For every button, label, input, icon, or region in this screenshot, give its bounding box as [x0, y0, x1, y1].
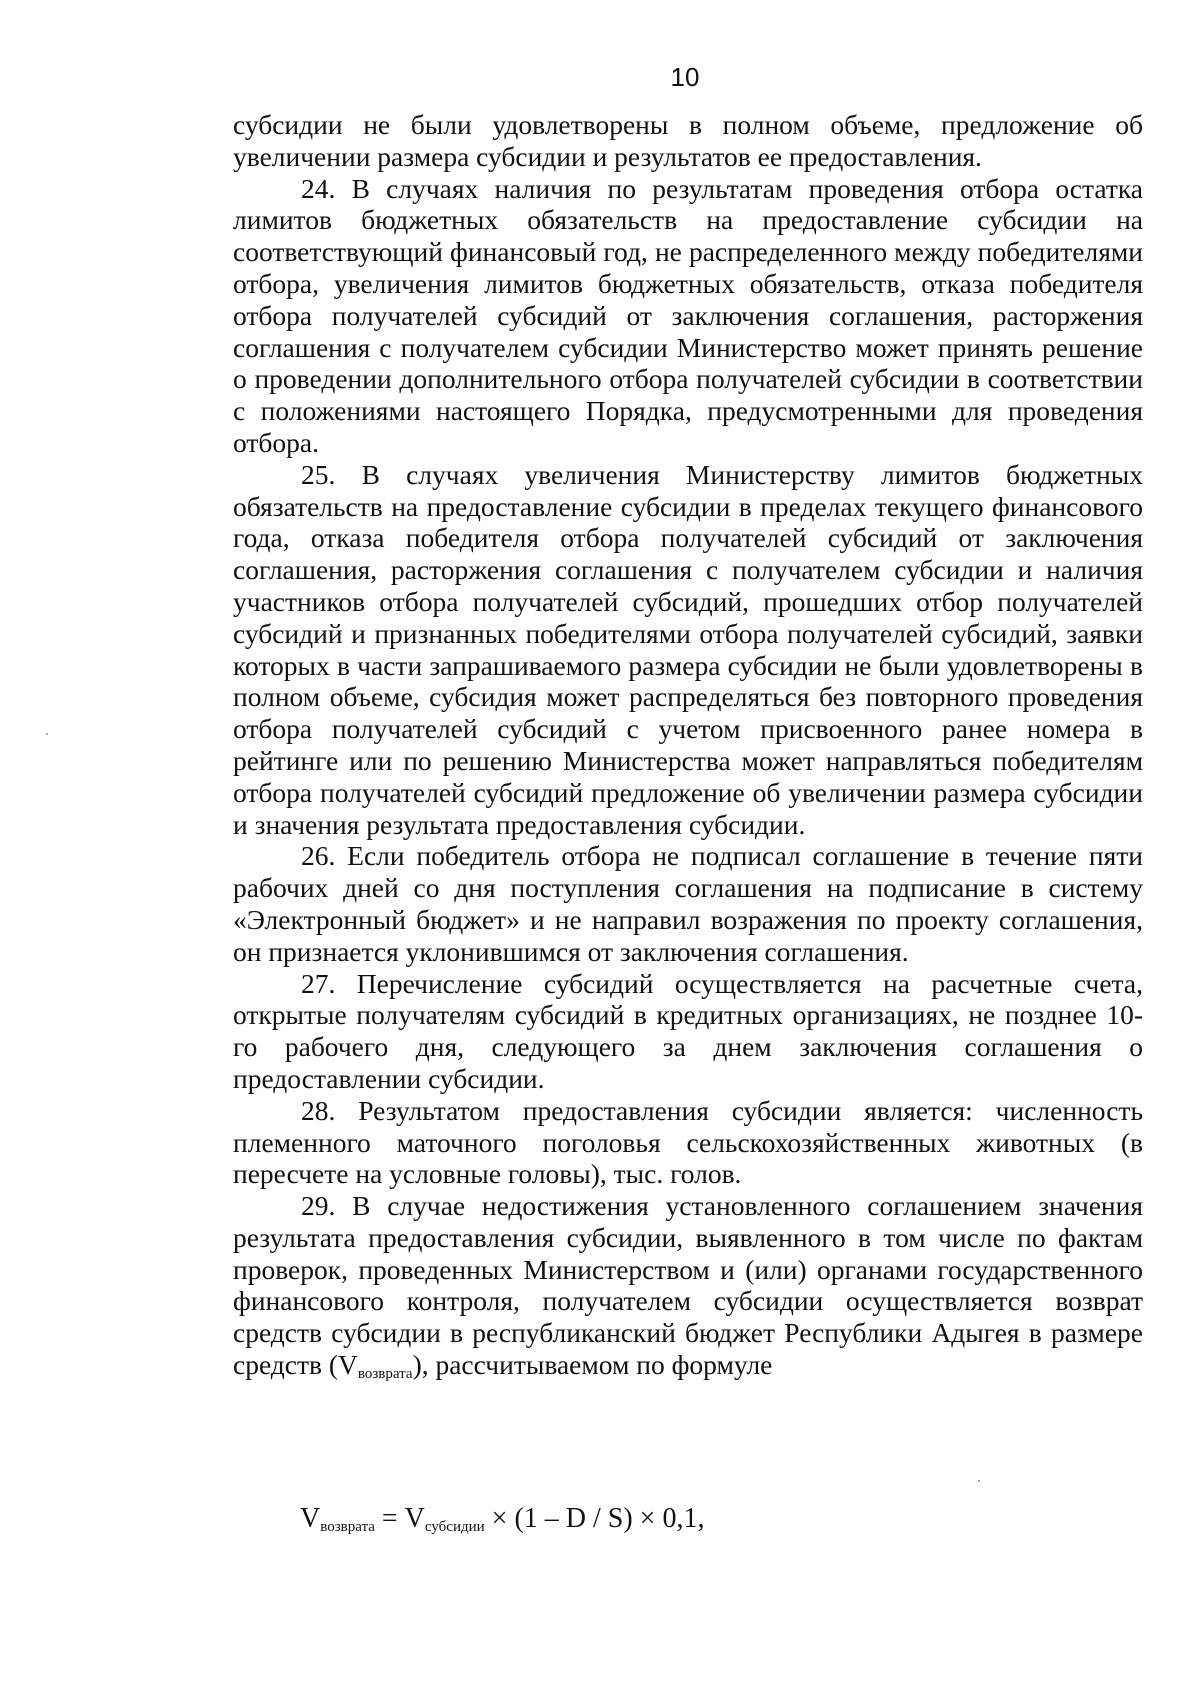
paragraph-continuation: субсидии не были удовлетворены в полном объеме, предложение об увеличении размера субсидии и результатов ее предоставления.: [233, 109, 1143, 172]
formula-expression: × (1 – D / S) × 0,1,: [484, 1503, 705, 1534]
formula: [300, 1502, 704, 1544]
paragraph-29-subscript: возврата: [357, 1366, 413, 1383]
paragraph-25: 25. В случаях увеличения Министерству лимитов бюджетных обязательств на предоставление субсидии в пределах текущего финансового года, отказа победителя отбора получателей субсидий от заключения соглашения, расторжения соглашения с получателем субсидии и наличия участников отбора получателей субсидий, прошедших отбор получателей субсидий и признанных победителями отбора получателей субсидий, заявки которых в части запрашиваемого размера субсидии не были удовлетворены в полном объеме, субсидия может распределяться без повторного проведения отбора получателей субсидий с учетом присвоенного ранее номера в рейтинге или по решению Министерства может направляться победителям отбора получателей субсидий предложение об увеличении размера субсидии и значения результата предоставления субсидии.: [233, 458, 1143, 840]
formula-v-subsidy-subscript: субсидии: [424, 1519, 485, 1535]
paragraph-29: [233, 1190, 1143, 1391]
paragraph-26: 26. Если победитель отбора не подписал соглашение в течение пяти рабочих дней со дня поступления соглашения на подписание в систему «Электронный бюджет» и не направил возражения по проекту соглашения, он признается уклонившимся от заключения соглашения.: [233, 840, 1143, 967]
paragraph-28: 28. Результатом предоставления субсидии является: численность племенного маточного поголовья сельскохозяйственных животных (в пересчете на условные головы), тыс. голов.: [233, 1094, 1143, 1190]
scan-speck: [978, 1480, 980, 1482]
paragraph-27: 27. Перечисление субсидий осуществляется на расчетные счета, открытые получателям субсидий в кредитных организациях, не позднее 10-го рабочего дня, следующего за днем заключения соглашения о предоставлении субсидии.: [233, 967, 1143, 1094]
paragraph-24: 24. В случаях наличия по результатам проведения отбора остатка лимитов бюджетных обязательств на предоставление субсидии на соответствующий финансовый год, не распределенного между победителями отбора, увеличения лимитов бюджетных обязательств, отказа победителя отбора получателей субсидий от заключения соглашения, расторжения соглашения с получателем субсидии Министерство может принять решение о проведении дополнительного отбора получателей субсидии в соответствии с положениями настоящего Порядка, предусмотренными для проведения отбора.: [233, 172, 1143, 458]
page-number: 10: [670, 62, 700, 92]
formula-v-return: V: [300, 1503, 321, 1534]
formula-equals-v-subsidy: = V: [374, 1503, 425, 1534]
paragraph-29-text-end: ), рассчитываемом по формуле: [412, 1349, 773, 1381]
formula-v-return-subscript: возврата: [320, 1519, 375, 1535]
scan-speck: [46, 733, 48, 735]
document-body: [233, 109, 1143, 1391]
paragraph-29-text-start: 29. В случае недостижения установленного соглашением значения результата предоставления субсидии, выявленного в том числе по фактам проверок, проведенных Министерством и (или) органами государственного финансового контроля, получателем субсидии осуществляется возврат средств субсидии в республиканский бюджет Республики Адыгея в размере средств (V: [233, 1190, 1143, 1381]
